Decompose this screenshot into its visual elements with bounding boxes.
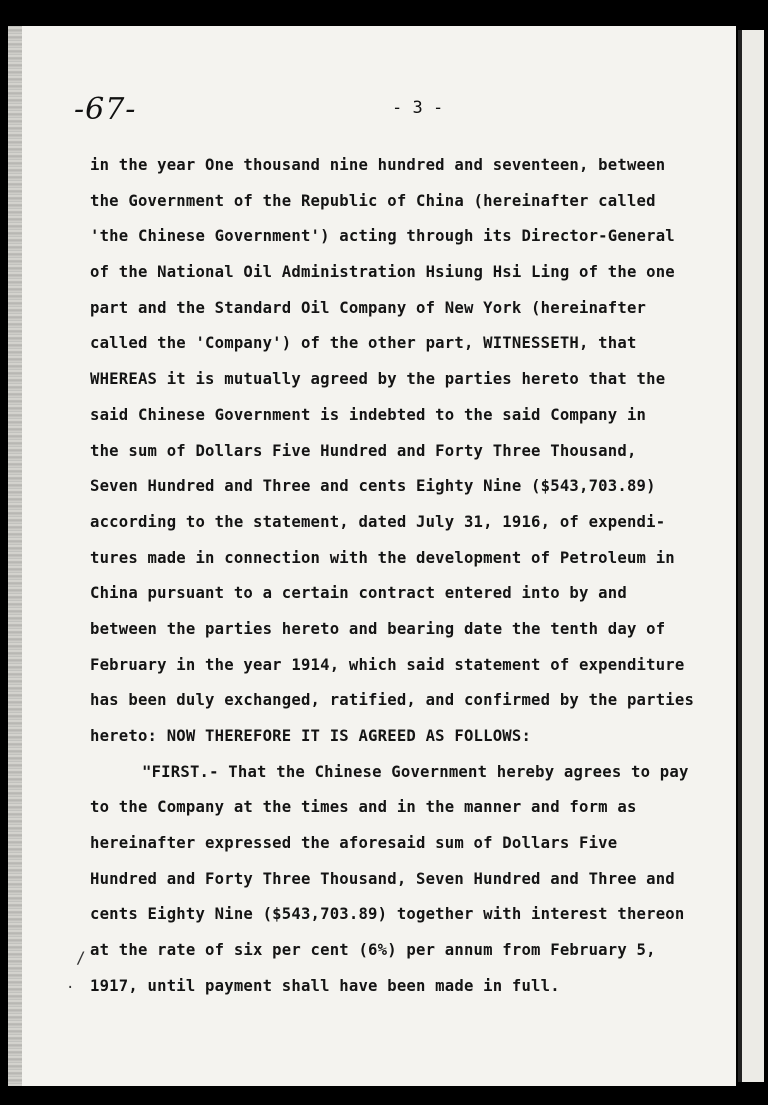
document-body	[90, 148, 740, 1005]
text-line: 1917, until payment shall have been made in full.	[90, 976, 560, 995]
text-line: WHEREAS it is mutually agreed by the parties hereto that the	[90, 370, 666, 389]
text-line: the sum of Dollars Five Hundred and Forty Three Thousand,	[90, 441, 637, 460]
text-line: Hundred and Forty Three Thousand, Seven Hundred and Three and	[90, 869, 675, 888]
text-line: at the rate of six per cent (6%) per annum from February 5,	[90, 941, 656, 960]
text-line: called the 'Company') of the other part, WITNESSETH, that	[90, 334, 637, 353]
text-line: said Chinese Government is indebted to the said Company in	[90, 405, 647, 424]
margin-tick-mark: /	[76, 948, 86, 967]
text-line: hereto: NOW THEREFORE IT IS AGREED AS FOLLOWS:	[90, 727, 532, 745]
text-line: February in the year 1914, which said statement of expenditure	[90, 655, 685, 674]
text-line: between the parties hereto and bearing date the tenth day of	[90, 619, 666, 638]
text-line: China pursuant to a certain contract entered into by and	[90, 584, 627, 603]
text-line: cents Eighty Nine ($543,703.89) together with interest thereon	[90, 905, 685, 924]
page-number: - 3 -	[392, 98, 444, 118]
text-line: has been duly exchanged, ratified, and confirmed by the parties	[90, 691, 695, 710]
text-line: part and the Standard Oil Company of New York (hereinafter	[90, 298, 647, 317]
text-line: in the year One thousand nine hundred and seventeen, between	[90, 156, 666, 174]
adjacent-page-edge	[738, 30, 764, 1082]
text-line: tures made in connection with the development of Petroleum in	[90, 548, 675, 567]
handwritten-page-number: -67-	[74, 92, 137, 127]
text-line: to the Company at the times and in the manner and form as	[90, 798, 637, 817]
page-binding-edge	[8, 26, 22, 1086]
text-line: the Government of the Republic of China (hereinafter called	[90, 191, 656, 210]
text-line: according to the statement, dated July 31, 1916, of expendi-	[90, 512, 666, 531]
text-line: Seven Hundred and Three and cents Eighty Nine ($543,703.89)	[90, 477, 656, 496]
text-line: "FIRST.- That the Chinese Government hereby agrees to pay	[142, 762, 689, 781]
text-line: 'the Chinese Government') acting through its Director-General	[90, 227, 675, 246]
text-line: hereinafter expressed the aforesaid sum of Dollars Five	[90, 834, 618, 853]
text-line: of the National Oil Administration Hsiung Hsi Ling of the one	[90, 263, 675, 282]
margin-dot: ·	[66, 980, 75, 996]
